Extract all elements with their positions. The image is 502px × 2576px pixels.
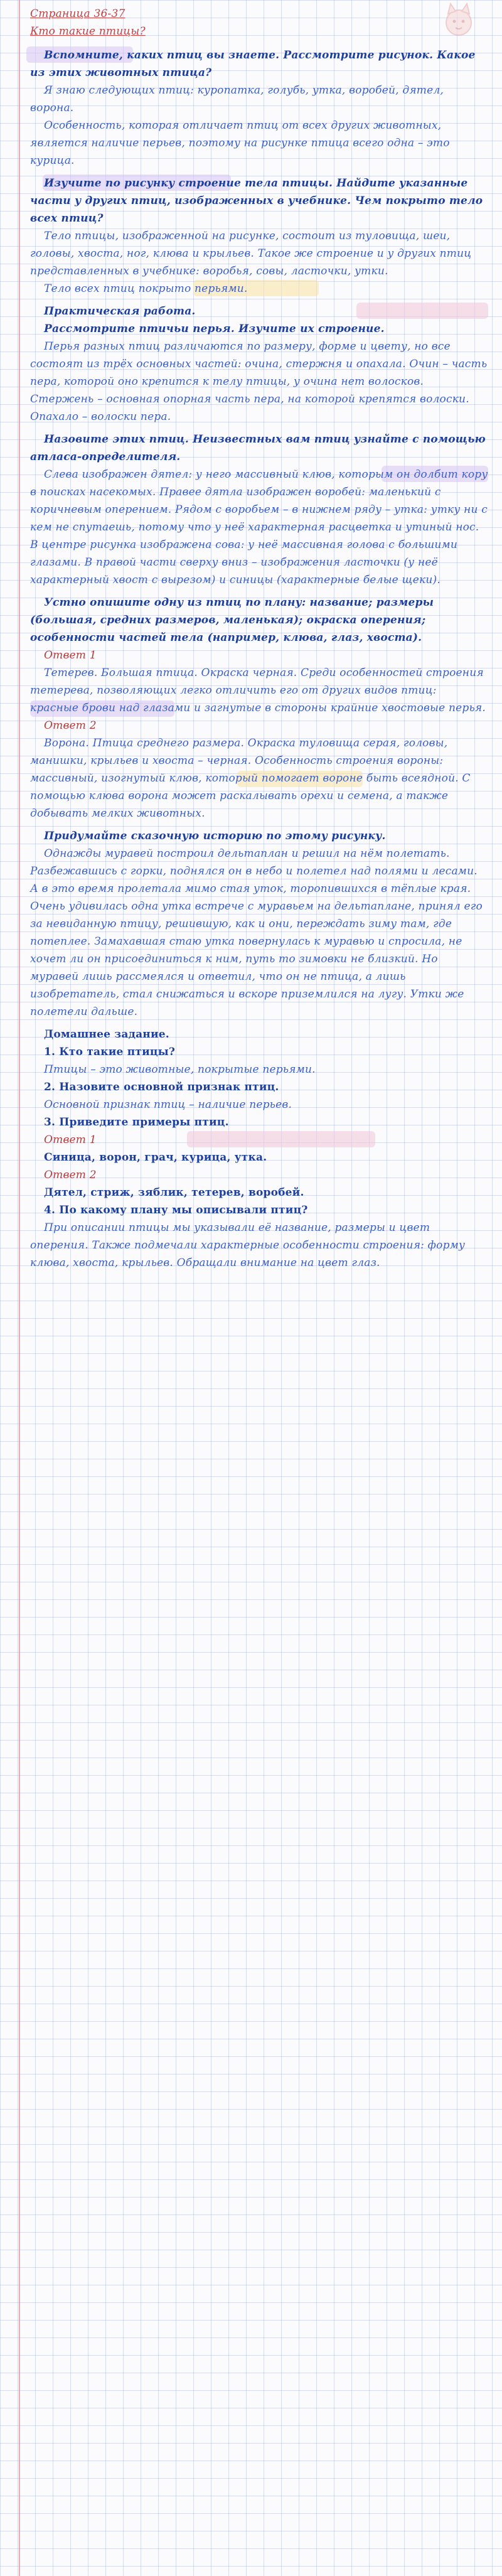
question-body-structure: Изучите по рисунку строение тела птицы. Найдите указанные части у других птиц, изображенных в учебнике. Чем покрыто тело всех птиц? — [30, 177, 483, 225]
homework-a3-2: Дятел, стриж, зяблик, тетерев, воробей. — [44, 1186, 304, 1199]
question-name-birds: Назовите этих птиц. Неизвестных вам птиц узнайте с помощью атласа-определителя. — [30, 433, 486, 463]
homework-q3: 3. Приведите примеры птиц. — [44, 1116, 229, 1129]
answer-crow: Ворона. Птица среднего размера. Окраска туловища серая, головы, манишки, крыльев и хвоста – черная. Особенность строения вороны: массивный, изогнутый клюв, который помогает вороне быть всеядной. С помощью клюва ворона может раскалывать орехи и семена, а также добывать мелких животных. — [30, 737, 471, 820]
question-describe-bird: Устно опишите одну из птиц по плану: название; размеры (большая, средних размеров, маленькая); окраска оперения; особенности частей тела (например, клюва, глаз, хвоста). — [30, 596, 434, 644]
answer-feathers-feature: Особенность, которая отличает птиц от всех других животных, является наличие перьев, поэтому на рисунке птица всего одна – это курица. — [30, 119, 450, 167]
homework-title: Домашнее задание. — [44, 1028, 169, 1041]
question-feathers: Рассмотрите птичьи перья. Изучите их строение. — [44, 323, 385, 335]
answer-2-label: Ответ 2 — [44, 719, 97, 732]
homework-a2: Основной признак птиц – наличие перьев. — [44, 1098, 292, 1111]
answer-feather-structure: Перья разных птиц различаются по размеру, форме и цвету, но все состоят из трёх основных частей: очина, стержня и опахала. Очин – часть пера, которой оно крепится к телу птицы, у очина нет волосков. Стержень – основная опорная часть пера, на которой крепятся волоски. Опахало – волоски пера. — [30, 340, 488, 423]
answer-known-birds: Я знаю следующих птиц: куропатка, голубь, утка, воробей, дятел, ворона. — [30, 84, 444, 114]
homework-a3-1: Синица, ворон, грач, курица, утка. — [44, 1151, 267, 1164]
question-fairy-tale: Придумайте сказочную историю по этому рисунку. — [44, 830, 386, 842]
answer-fairy-tale: Однажды муравей построил дельтаплан и решил на нём полетать. Разбежавшись с горки, поднялся он в небо и полетел над полями и лесами. А в это время пролетала мимо стая уток, торопившихся в тёплые края. Очень удивилась одна утка встрече с муравьем на дельтаплане, принял его за невиданную птицу, решившую, как и они, переждать зиму там, где потеплее. Замахавшая стаю утка повернулась к муравью и спросила, не хочет ли он присоединиться к ним, путь то зимовки не близкий. Но муравей лишь рассмеялся и ответил, что он не птица, а лишь изобретатель, стал снижаться и вскоре приземлился на лугу. Утки же полетели дальше. — [30, 847, 483, 1018]
notebook-margin-line — [19, 0, 20, 2576]
topic-title: Кто такие птицы? — [30, 25, 146, 38]
homework-q1: 1. Кто такие птицы? — [44, 1046, 176, 1058]
answer-body-parts: Тело птицы, изображенной на рисунке, состоит из туловища, шеи, головы, хвоста, ног, клюва и крыльев. Такое же строение и у других птиц представленных в учебнике: воробья, совы, ласточки, утки. — [30, 230, 472, 277]
homework-q4: 4. По какому плану мы описывали птиц? — [44, 1204, 308, 1216]
notebook-sheet — [30, 0, 488, 1272]
homework-a3-label-2: Ответ 2 — [44, 1169, 97, 1181]
homework-a4: При описании птицы мы указывали её название, размеры и цвет оперения. Также подмечали характерные особенности строения: форму клюва, хвоста, крыльев. Обращали внимание на цвет глаз. — [30, 1221, 466, 1269]
answer-1-label: Ответ 1 — [44, 649, 97, 662]
page-range: Страница 36-37 — [30, 8, 125, 20]
question-recall-birds: Вспомните, каких птиц вы знаете. Рассмотрите рисунок. Какое из этих животных птица? — [30, 49, 476, 79]
practical-work-title: Практическая работа. — [44, 305, 196, 318]
homework-a1: Птицы – это животные, покрытые перьями. — [44, 1063, 316, 1076]
homework-q2: 2. Назовите основной признак птиц. — [44, 1081, 279, 1093]
answer-bird-picture: Слева изображен дятел: у него массивный клюв, которым он долбит кору в поисках насекомых. Правее дятла изображен воробей: маленький с коричневым оперением. Рядом с воробьем – в нижнем ряду – утка: утку ни с кем не спутаешь, потому что у неё характерная расцветка и утиный нос. В центре рисунка изображена сова: у неё массивная голова с большими глазами. В правой части сверху вниз – изображения ласточки (у неё характерный хвост с вырезом) и синицы (характерные белые щеки). — [30, 468, 488, 586]
answer-grouse: Тетерев. Большая птица. Окраска черная. Среди особенностей строения тетерева, позволяющих легко отличить его от других видов птиц: красные брови над глазами и загнутые в стороны крайние хвостовые перья. — [30, 667, 486, 714]
answer-body-covering: Тело всех птиц покрыто перьями. — [44, 282, 248, 295]
homework-a3-label-1: Ответ 1 — [44, 1134, 97, 1146]
